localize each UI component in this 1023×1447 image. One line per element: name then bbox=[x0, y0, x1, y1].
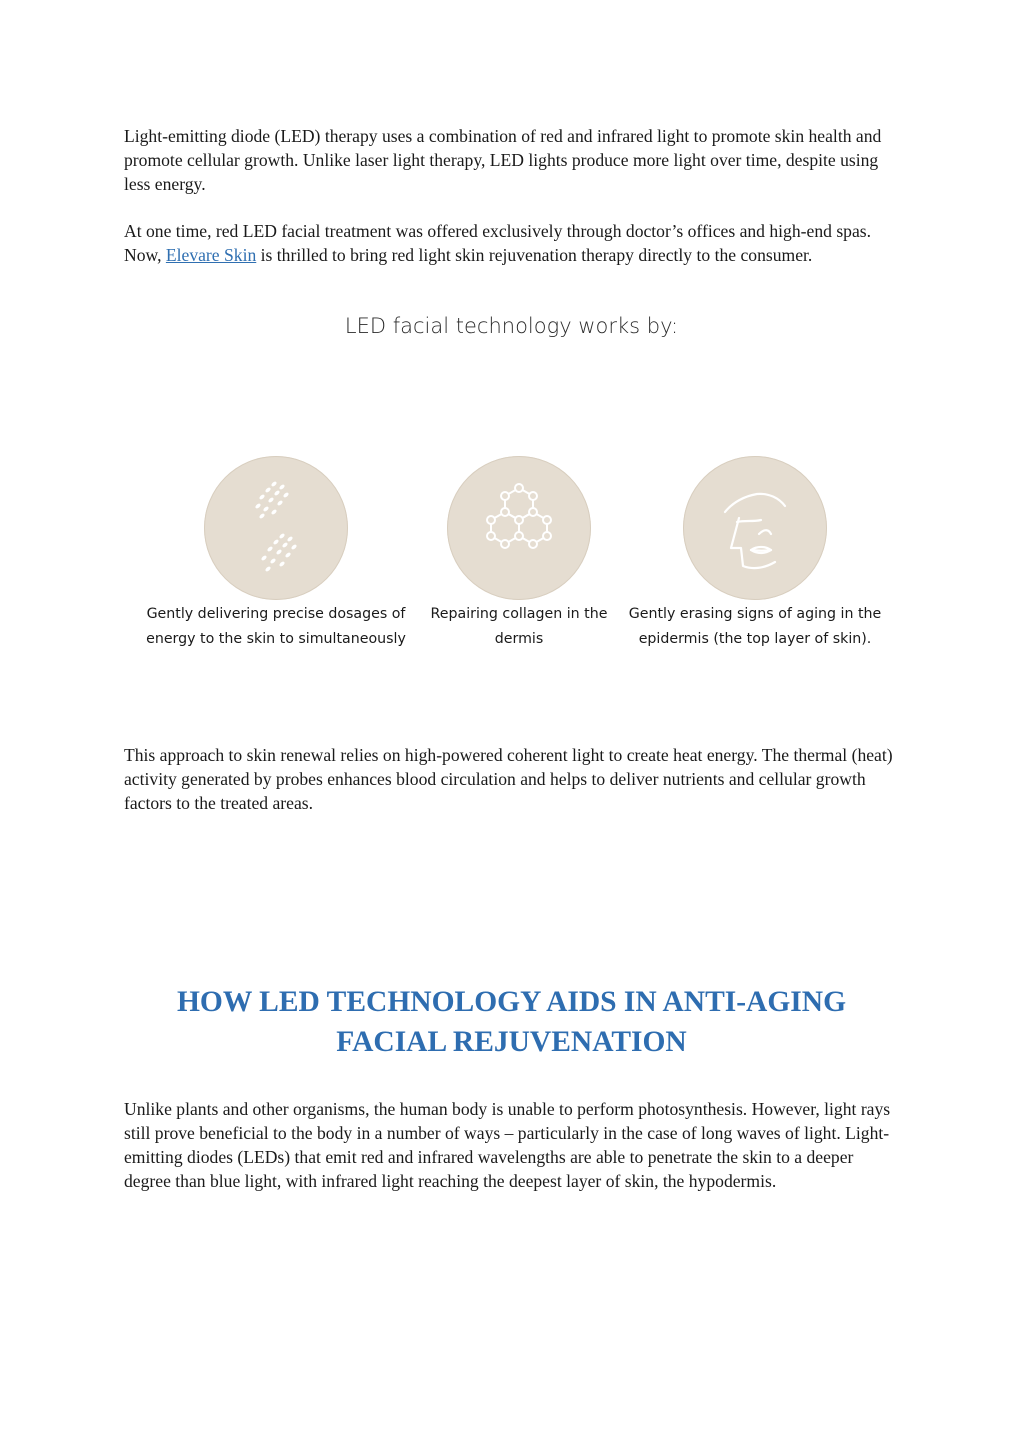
section-heading: HOW LED TECHNOLOGY AIDS IN ANTI-AGING FACIAL REJUVENATION bbox=[176, 986, 847, 1058]
energy-particles-icon bbox=[246, 478, 306, 578]
elevare-skin-link[interactable]: Elevare Skin bbox=[165, 245, 257, 265]
feature-caption: Repairing collagen in the dermis bbox=[430, 606, 608, 647]
feature-caption: Gently delivering precise dosages of energy to the skin to simultaneously bbox=[146, 606, 406, 647]
face-profile-icon bbox=[715, 478, 795, 578]
thermal-paragraph: This approach to skin renewal relies on high-powered coherent light to create heat energy. The thermal (heat) activity generated by probes enhances blood circulation and helps to deliver nutrients and cellular growth factors to the treated areas. bbox=[124, 745, 893, 813]
feature-caption: Gently erasing signs of aging in the epidermis (the top layer of skin). bbox=[628, 606, 882, 647]
feature-circle bbox=[683, 456, 827, 600]
features-title: LED facial technology works by: bbox=[344, 314, 679, 338]
elevare-paragraph-text-before: At one time, red LED facial treatment was offered exclusively through doctor’s offices and high-end spas. Now, bbox=[124, 221, 872, 265]
elevare-paragraph bbox=[124, 219, 904, 267]
feature-circle bbox=[204, 456, 348, 600]
feature-circle bbox=[447, 456, 591, 600]
feature-energy bbox=[128, 456, 424, 652]
feature-collagen bbox=[428, 456, 610, 652]
feature-aging bbox=[612, 456, 898, 652]
elevare-paragraph-text-after: is thrilled to bring red light skin rejuvenation therapy directly to the consumer. bbox=[256, 245, 813, 265]
collagen-molecule-icon bbox=[471, 480, 567, 576]
photosynthesis-paragraph: Unlike plants and other organisms, the human body is unable to perform photosynthesis. However, light rays still prove beneficial to the body in a number of ways – particularly in the case of long waves of light. Light-emitting diodes (LEDs) that emit red and infrared wavelengths are able to penetrate the skin to a deeper degree than blue light, with infrared light reaching the deepest layer of skin, the hypodermis. bbox=[124, 1099, 891, 1191]
intro-paragraph: Light-emitting diode (LED) therapy uses a combination of red and infrared light to promote skin health and promote cellular growth. Unlike laser light therapy, LED lights produce more light over time, despite using less energy. bbox=[124, 126, 882, 194]
